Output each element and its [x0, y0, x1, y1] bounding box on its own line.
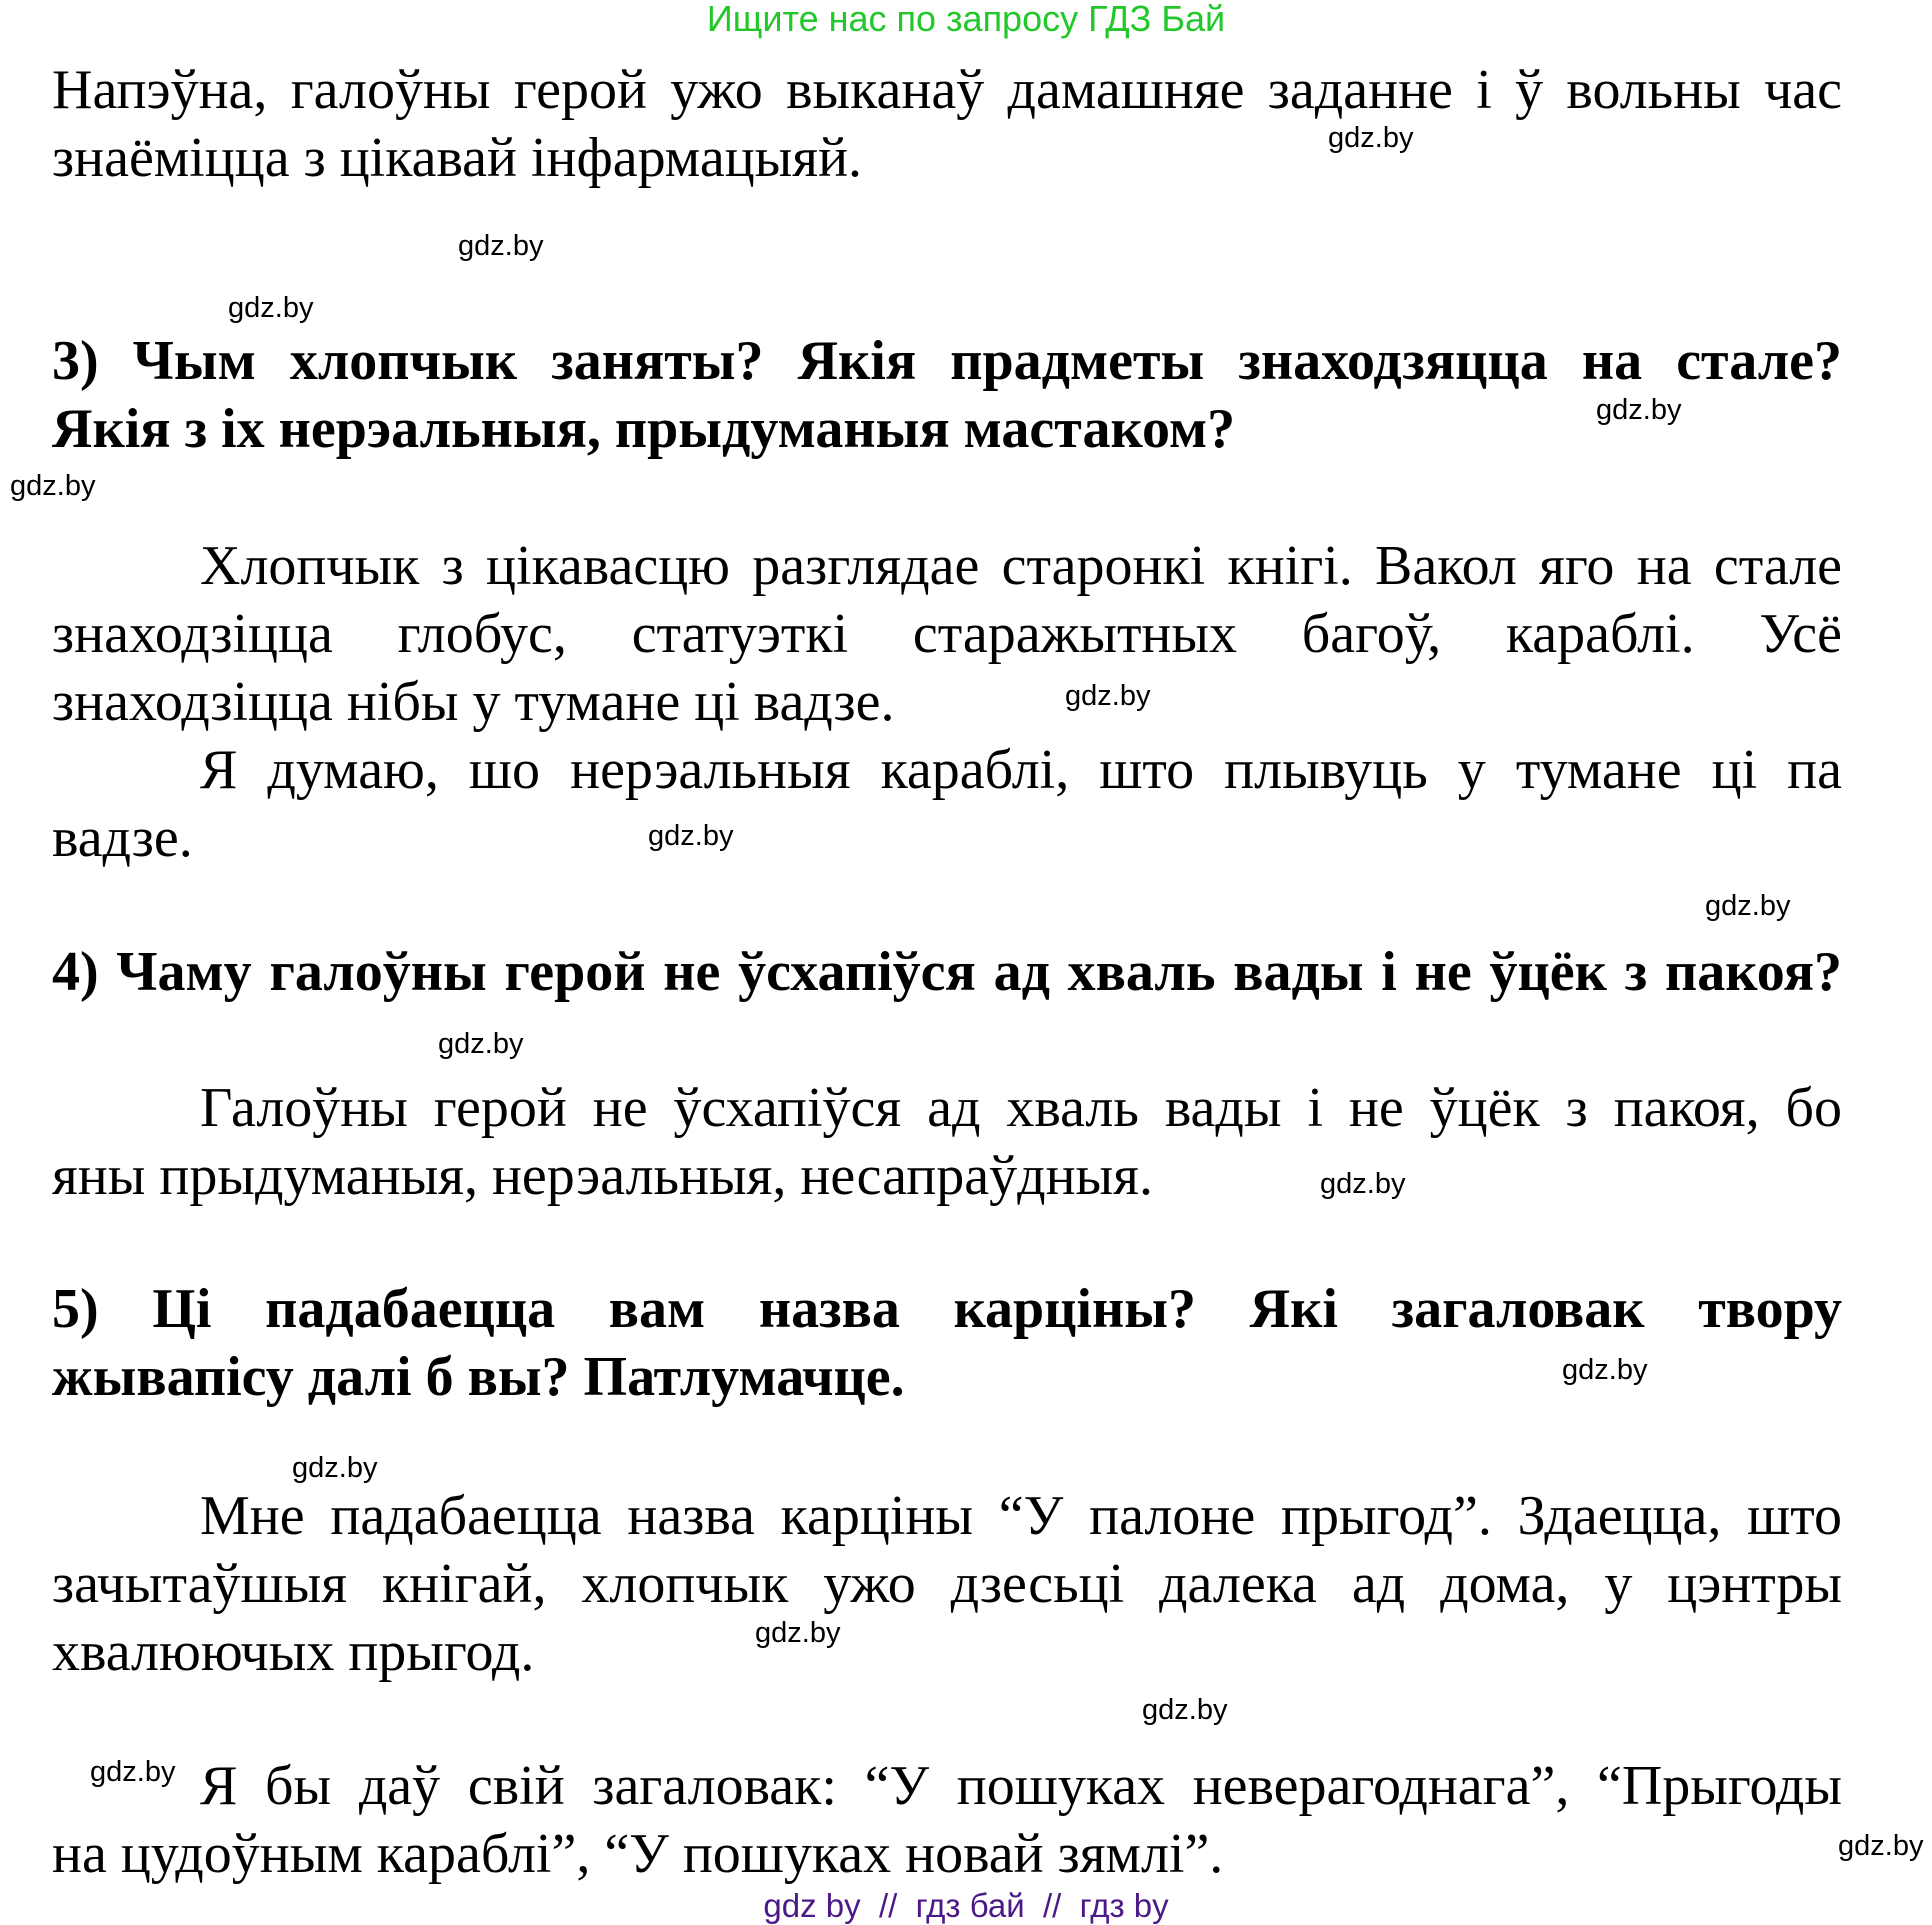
watermark: gdz.by [292, 1452, 378, 1484]
answer-line: Мне падабаецца назва карціны “У палоне прыгод”. Здаецца, што [200, 1485, 1842, 1547]
answer-line: яны прыдуманыя, нерэальныя, несапраўдныя. [52, 1145, 1153, 1207]
question-line: 5) Ці падабаецца вам назва карціны? Які загаловак твору [52, 1278, 1842, 1340]
answer-3-paragraph-1 [52, 532, 1842, 736]
watermark: gdz.by [1320, 1168, 1406, 1200]
intro-line: знаёміцца з цікавай інфармацыяй. [52, 127, 863, 189]
watermark: gdz.by [438, 1028, 524, 1060]
question-line: 3) Чым хлопчык заняты? Якія прадметы знаходзяцца на стале? [52, 330, 1842, 392]
watermark: gdz.by [648, 820, 734, 852]
watermark: gdz.by [90, 1756, 176, 1788]
question-line: 4) Чаму галоўны герой не ўсхапіўся ад хваль вады і не ўцёк з пакоя? [52, 941, 1842, 1003]
answer-5-paragraph-2 [52, 1752, 1842, 1888]
watermark: gdz.by [1562, 1354, 1648, 1386]
answer-line: Я думаю, шо нерэальныя караблі, што плывуць у тумане ці па [200, 739, 1842, 801]
question-5 [52, 1275, 1842, 1411]
question-4 [52, 938, 1842, 1006]
answer-line: Хлопчык з цікавасцю разглядае старонкі кнігі. Вакол яго на стале [200, 535, 1842, 597]
watermark: gdz.by [1328, 122, 1414, 154]
watermark: gdz.by [1065, 680, 1151, 712]
watermark: gdz.by [1596, 394, 1682, 426]
watermark: gdz.by [1142, 1694, 1228, 1726]
intro-line: Напэўна, галоўны герой ужо выканаў дамашняе заданне і ў вольны час [52, 59, 1842, 121]
answer-line: знаходзіцца нібы у тумане ці вадзе. [52, 671, 895, 733]
watermark: gdz.by [1705, 890, 1791, 922]
answer-5-paragraph-1 [52, 1482, 1842, 1686]
answer-line: зачытаўшыя кнігай, хлопчык ужо дзесьці далека ад дома, у цэнтры [52, 1553, 1842, 1615]
answer-line: вадзе. [52, 807, 193, 869]
answer-4-paragraph [52, 1074, 1842, 1210]
footer-links: gdz by // гдз бай // гдз by [763, 1887, 1169, 1924]
answer-line: Я бы даў свій загаловак: “У пошуках неверагоднага”, “Прыгоды [200, 1755, 1842, 1817]
search-banner: Ищите нас по запросу ГДЗ Бай [706, 0, 1226, 39]
answer-line: Галоўны герой не ўсхапіўся ад хваль вады і не ўцёк з пакоя, бо [200, 1077, 1842, 1139]
question-line: Якія з іх нерэальныя, прыдуманыя мастаком? [52, 398, 1236, 460]
intro-paragraph [52, 56, 1842, 192]
watermark: gdz.by [458, 230, 544, 262]
watermark: gdz.by [755, 1617, 841, 1649]
answer-line: хвалюючых прыгод. [52, 1621, 535, 1683]
watermark: gdz.by [10, 470, 96, 502]
watermark: gdz.by [228, 292, 314, 324]
question-line: жывапісу далі б вы? Патлумачце. [52, 1346, 905, 1408]
answer-line: знаходзіцца глобус, статуэткі старажытных багоў, караблі. Усё [52, 603, 1842, 665]
question-3 [52, 327, 1842, 463]
watermark: gdz.by [1838, 1830, 1924, 1862]
answer-3-paragraph-2 [52, 736, 1842, 872]
answer-line: на цудоўным караблі”, “У пошуках новай зямлі”. [52, 1823, 1224, 1885]
